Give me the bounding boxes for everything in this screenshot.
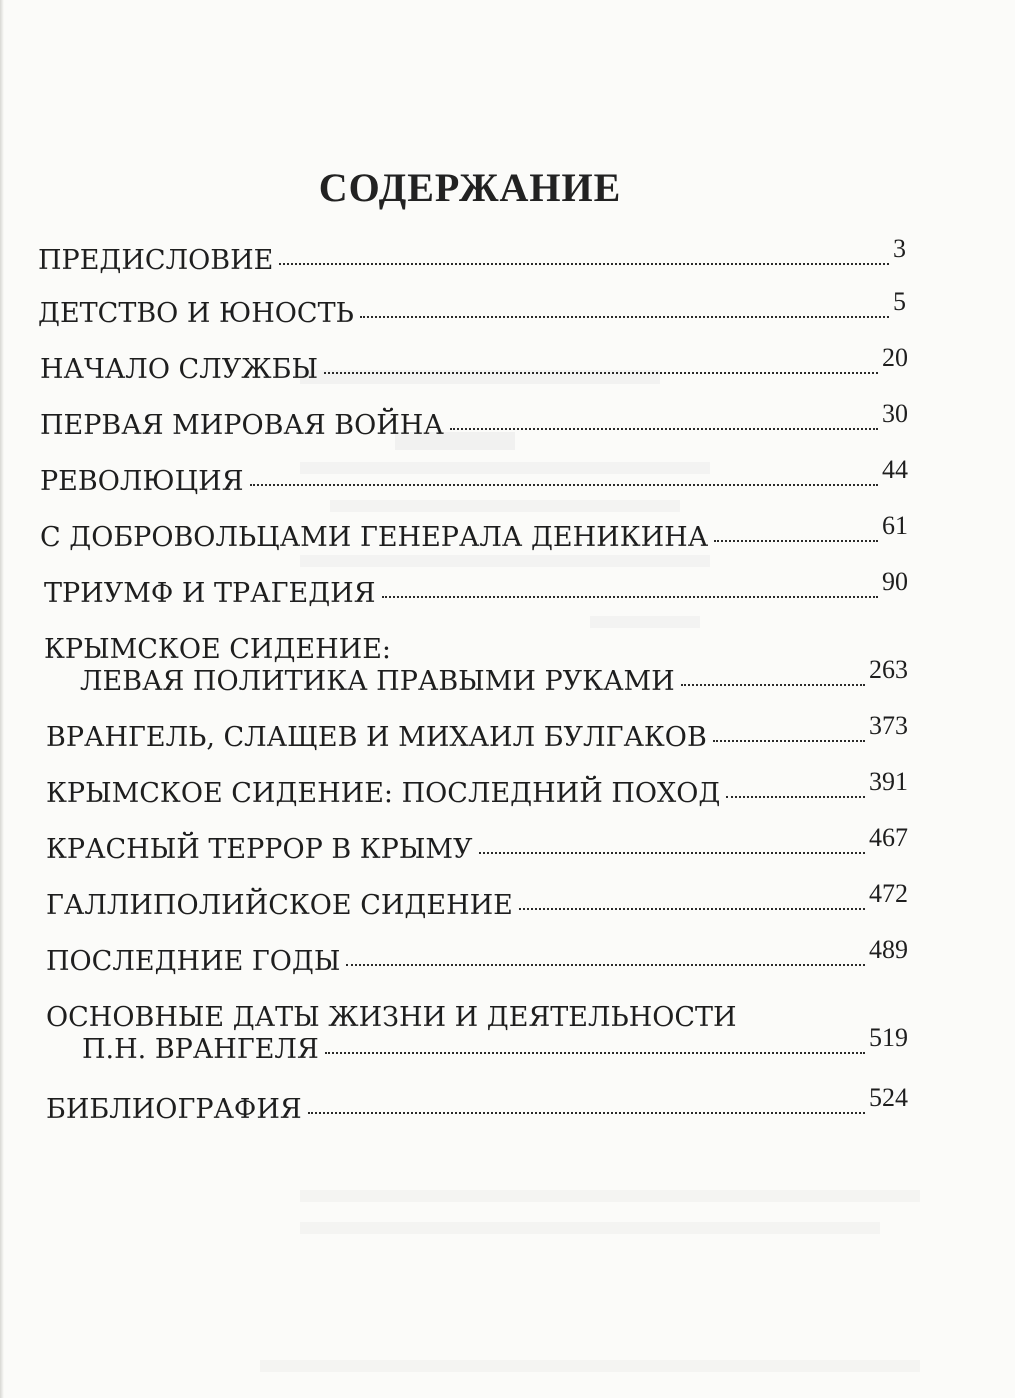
dot-leader	[479, 852, 865, 854]
toc-entry-label: ДЕТСТВО И ЮНОСТЬ	[38, 298, 354, 329]
toc-entry-page: 20	[882, 343, 908, 372]
dot-leader	[324, 372, 878, 374]
dot-leader	[250, 484, 878, 486]
dot-leader	[519, 908, 865, 910]
toc-entry-label: НАЧАЛО СЛУЖБЫ	[40, 354, 319, 385]
toc-entry-label: БИБЛИОГРАФИЯ	[46, 1094, 302, 1125]
dot-leader	[681, 684, 865, 686]
dot-leader	[450, 428, 878, 430]
toc-entry-label: КРАСНЫЙ ТЕРРОР В КРЫМУ	[46, 834, 473, 865]
dot-leader	[360, 316, 889, 318]
dot-leader	[325, 1052, 865, 1054]
toc-entry-label: ПЕРВАЯ МИРОВАЯ ВОЙНА	[40, 410, 444, 441]
toc-entry	[46, 823, 908, 865]
toc-entry	[40, 399, 908, 441]
toc-entry-page: 3	[893, 234, 906, 263]
dot-leader	[713, 740, 865, 742]
dot-leader	[726, 796, 865, 798]
toc-entry-label: ГАЛЛИПОЛИЙСКОЕ СИДЕНИЕ	[46, 890, 513, 921]
toc-entry	[38, 234, 906, 276]
toc-entry-page: 519	[869, 1023, 908, 1052]
toc-entry-label: ПОСЛЕДНИЕ ГОДЫ	[46, 946, 341, 977]
toc-entry-page: 467	[869, 823, 908, 852]
page-title: СОДЕРЖАНИЕ	[318, 165, 622, 210]
toc-entry-page: 373	[869, 711, 908, 740]
dot-leader	[714, 540, 878, 542]
toc-entry-page: 5	[893, 287, 906, 316]
toc-entry	[46, 767, 908, 809]
dot-leader	[279, 263, 889, 265]
toc-entry-page: 44	[882, 455, 908, 484]
toc-entry	[46, 879, 908, 921]
toc-entry	[46, 711, 908, 753]
toc-entry	[46, 1083, 908, 1125]
toc-entry-page: 90	[882, 567, 908, 596]
toc-entry-label-line1: ОСНОВНЫЕ ДАТЫ ЖИЗНИ И ДЕЯТЕЛЬНОСТИ	[46, 1002, 737, 1033]
toc-entry-page: 489	[869, 935, 908, 964]
toc-entry-label: ТРИУМФ И ТРАГЕДИЯ	[44, 578, 376, 609]
toc-entry-label: ВРАНГЕЛЬ, СЛАЩЕВ И МИХАИЛ БУЛГАКОВ	[46, 722, 707, 753]
toc-entry-page: 263	[869, 655, 908, 684]
toc-entry	[40, 455, 908, 497]
toc-entry	[80, 655, 908, 697]
toc-entry-label: С ДОБРОВОЛЬЦАМИ ГЕНЕРАЛА ДЕНИКИНА	[40, 522, 709, 553]
toc-entry-label: КРЫМСКОЕ СИДЕНИЕ: ПОСЛЕДНИЙ ПОХОД	[46, 778, 721, 809]
dot-leader	[308, 1112, 865, 1114]
toc-entry	[40, 343, 908, 385]
dot-leader	[346, 964, 865, 966]
toc-entry	[82, 1023, 908, 1065]
toc-entry-label: ЛЕВАЯ ПОЛИТИКА ПРАВЫМИ РУКАМИ	[80, 666, 675, 697]
toc-entry-page: 524	[869, 1083, 908, 1112]
toc-entry	[38, 287, 906, 329]
toc-entry-label: ПРЕДИСЛОВИЕ	[38, 245, 274, 276]
toc-entry-page: 30	[882, 399, 908, 428]
toc-entry-label-line1: КРЫМСКОЕ СИДЕНИЕ:	[44, 634, 392, 665]
toc-entry-label: РЕВОЛЮЦИЯ	[40, 466, 244, 497]
toc-entry-label: П.Н. ВРАНГЕЛЯ	[82, 1034, 319, 1065]
toc-entry	[44, 567, 908, 609]
dot-leader	[382, 596, 878, 598]
toc-entry-page: 472	[869, 879, 908, 908]
toc-entry	[40, 511, 908, 553]
toc-entry-page: 61	[882, 511, 908, 540]
toc-entry	[46, 935, 908, 977]
toc-entry-page: 391	[869, 767, 908, 796]
